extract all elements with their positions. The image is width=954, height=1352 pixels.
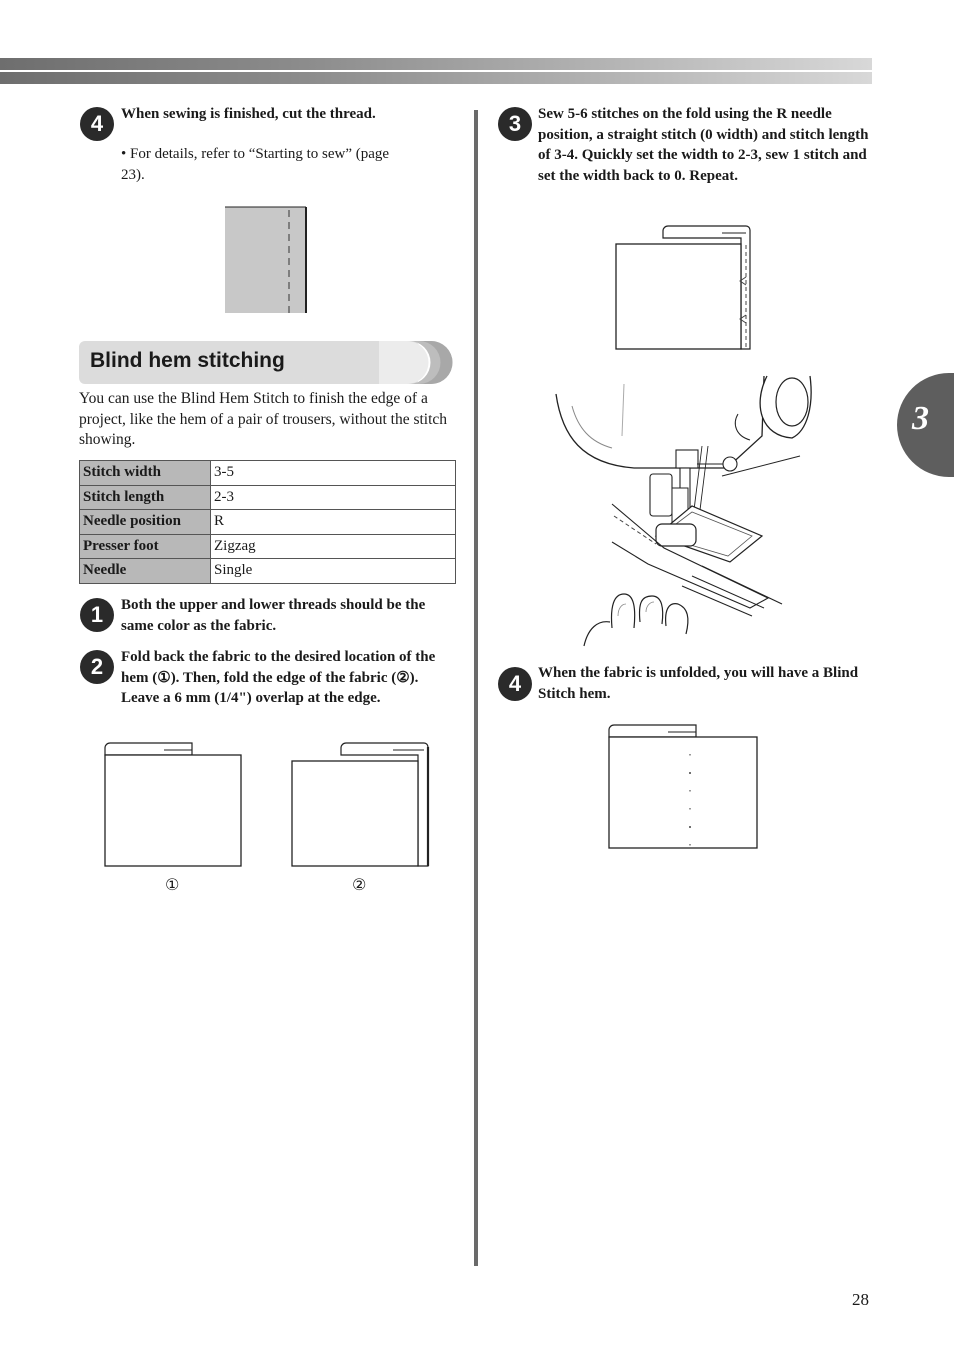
section-intro: You can use the Blind Hem Stitch to finish the edge of a project, like the hem of a pair of trousers, without the stitch showing. — [79, 390, 448, 448]
cut-fabric-illustration — [224, 206, 310, 316]
setting-value: Zigzag — [211, 534, 456, 559]
table-row — [80, 534, 456, 559]
folded-hem-stitch-illustration — [614, 225, 756, 353]
setting-label: Stitch width — [80, 461, 211, 486]
table-row — [80, 510, 456, 535]
section-title: Blind hem stitching — [90, 349, 285, 372]
setting-value: R — [211, 510, 456, 535]
step-number-badge: 4 — [498, 667, 532, 701]
column-divider — [474, 110, 478, 1266]
page-number: 28 — [852, 1290, 869, 1309]
step-2-instruction: Fold back the fabric to the desired location of the hem (①). Then, fold the edge of the fabric (②). Leave a 6 mm (1/4") overlap at the edge. — [121, 649, 436, 706]
setting-label: Stitch length — [80, 485, 211, 510]
settings-table — [79, 460, 456, 584]
setting-value: 2-3 — [211, 485, 456, 510]
step-number-badge: 1 — [80, 598, 114, 632]
setting-label: Needle — [80, 559, 211, 584]
table-row — [80, 485, 456, 510]
unfolded-blind-hem-illustration — [608, 724, 760, 852]
step-4-note: • For details, refer to “Starting to sew” (page 23). — [121, 146, 390, 183]
step-number-badge: 4 — [80, 107, 114, 141]
header-bar — [0, 58, 872, 84]
setting-value: 3-5 — [211, 461, 456, 486]
figure-label-2: ② — [352, 875, 367, 894]
setting-value: Single — [211, 559, 456, 584]
setting-label: Needle position — [80, 510, 211, 535]
step-4-instruction: When sewing is finished, cut the thread. — [121, 106, 376, 122]
figure-label-1: ① — [165, 875, 180, 894]
table-row — [80, 559, 456, 584]
step-4-result: When the fabric is unfolded, you will have a Blind Stitch hem. — [538, 665, 859, 702]
sewing-machine-illustration — [552, 376, 814, 648]
step-number-badge: 2 — [80, 650, 114, 684]
fold-hem-illustration — [104, 742, 244, 870]
fold-edge-illustration — [291, 742, 433, 870]
setting-label: Presser foot — [80, 534, 211, 559]
table-row — [80, 461, 456, 486]
step-number-badge: 3 — [498, 107, 532, 141]
chapter-number: 3 — [912, 400, 929, 437]
step-3-instruction: Sew 5-6 stitches on the fold using the R needle position, a straight stitch (0 width) and stitch length of 3-4. Quickly set the width to 2-3, sew 1 stitch and set the width back to 0. Repeat. — [538, 106, 869, 184]
step-1-instruction: Both the upper and lower threads should be the same color as the fabric. — [121, 597, 426, 634]
